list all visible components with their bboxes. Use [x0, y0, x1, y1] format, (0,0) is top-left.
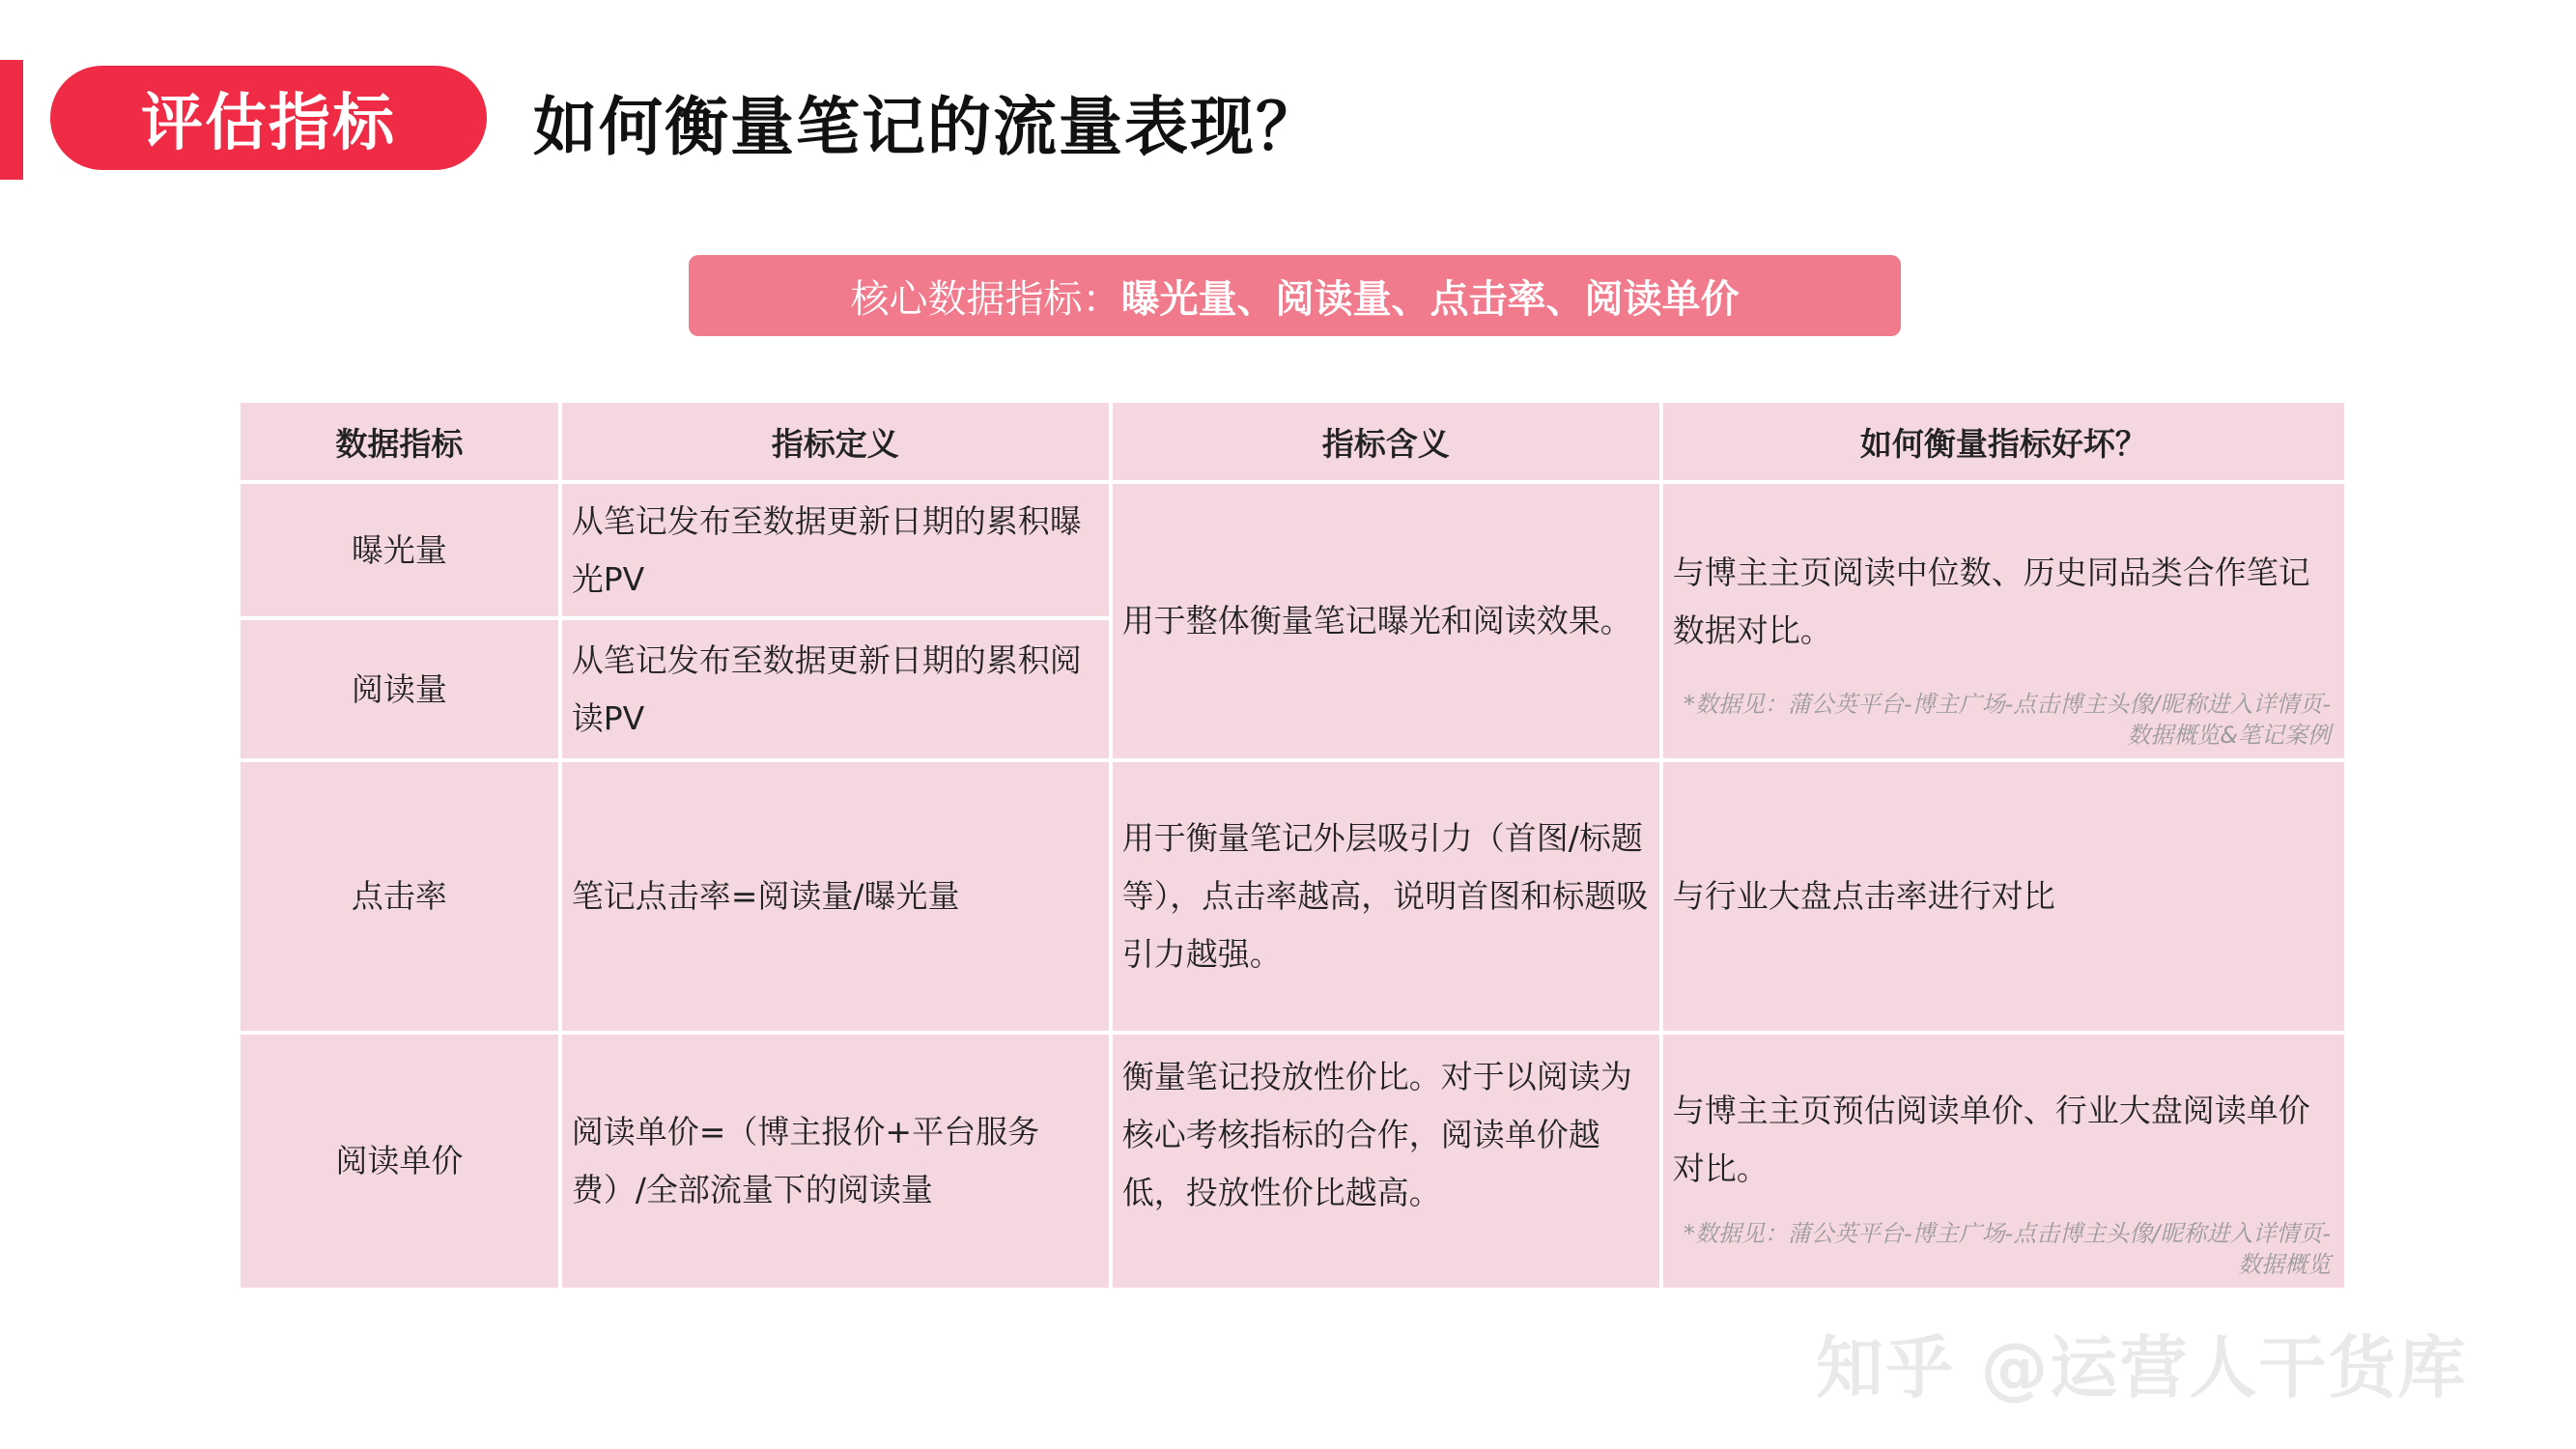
watermark: 知乎 @运营人干货库	[1816, 1328, 2468, 1407]
core-metrics-banner	[689, 255, 1901, 336]
header-metric: 数据指标	[241, 403, 558, 480]
metric-evaluation: 与行业大盘点击率进行对比	[1663, 762, 2344, 1031]
metric-name: 阅读单价	[241, 1035, 558, 1288]
metric-definition: 阅读单价=（博主报价+平台服务费）/全部流量下的阅读量	[562, 1035, 1109, 1288]
section-label: 评估指标	[141, 88, 396, 159]
metric-name: 点击率	[241, 762, 558, 1031]
metric-evaluation-cell	[1663, 484, 2344, 758]
metric-definition: 笔记点击率=阅读量/曝光量	[562, 762, 1109, 1031]
header-meaning: 指标含义	[1113, 403, 1659, 480]
metric-evaluation: 与博主主页阅读中位数、历史同品类合作笔记数据对比。	[1672, 554, 2310, 649]
metric-name: 曝光量	[241, 484, 558, 616]
metric-evaluation-cell	[1663, 1035, 2344, 1288]
data-source-note: *数据见：蒲公英平台-博主广场-点击博主头像/昵称进入详情页-数据概览	[1683, 1220, 2331, 1278]
data-source-note: *数据见：蒲公英平台-博主广场-点击博主头像/昵称进入详情页-数据概览&笔记案例	[1683, 691, 2331, 749]
page-title: 如何衡量笔记的流量表现？	[533, 89, 1321, 164]
metric-meaning: 衡量笔记投放性价比。对于以阅读为核心考核指标的合作，阅读单价越低，投放性价比越高。	[1113, 1035, 1659, 1288]
banner-prefix: 核心数据指标：	[850, 276, 1121, 322]
metric-meaning: 用于整体衡量笔记曝光和阅读效果。	[1113, 484, 1659, 758]
banner-metrics: 曝光量、阅读量、点击率、阅读单价	[1120, 276, 1740, 322]
metric-definition: 从笔记发布至数据更新日期的累积阅读PV	[562, 620, 1109, 758]
table-row	[241, 484, 2344, 616]
metric-meaning: 用于衡量笔记外层吸引力（首图/标题等），点击率越高，说明首图和标题吸引力越强。	[1113, 762, 1659, 1031]
accent-bar	[0, 60, 23, 180]
table-row	[241, 1035, 2344, 1288]
metrics-table	[237, 399, 2348, 1292]
table-row	[241, 762, 2344, 1031]
header-definition: 指标定义	[562, 403, 1109, 480]
section-label-pill	[50, 66, 487, 170]
table-header-row	[241, 403, 2344, 480]
metric-evaluation: 与博主主页预估阅读单价、行业大盘阅读单价对比。	[1672, 1092, 2310, 1187]
metric-definition: 从笔记发布至数据更新日期的累积曝光PV	[562, 484, 1109, 616]
header-evaluation: 如何衡量指标好坏？	[1663, 403, 2344, 480]
metric-name: 阅读量	[241, 620, 558, 758]
